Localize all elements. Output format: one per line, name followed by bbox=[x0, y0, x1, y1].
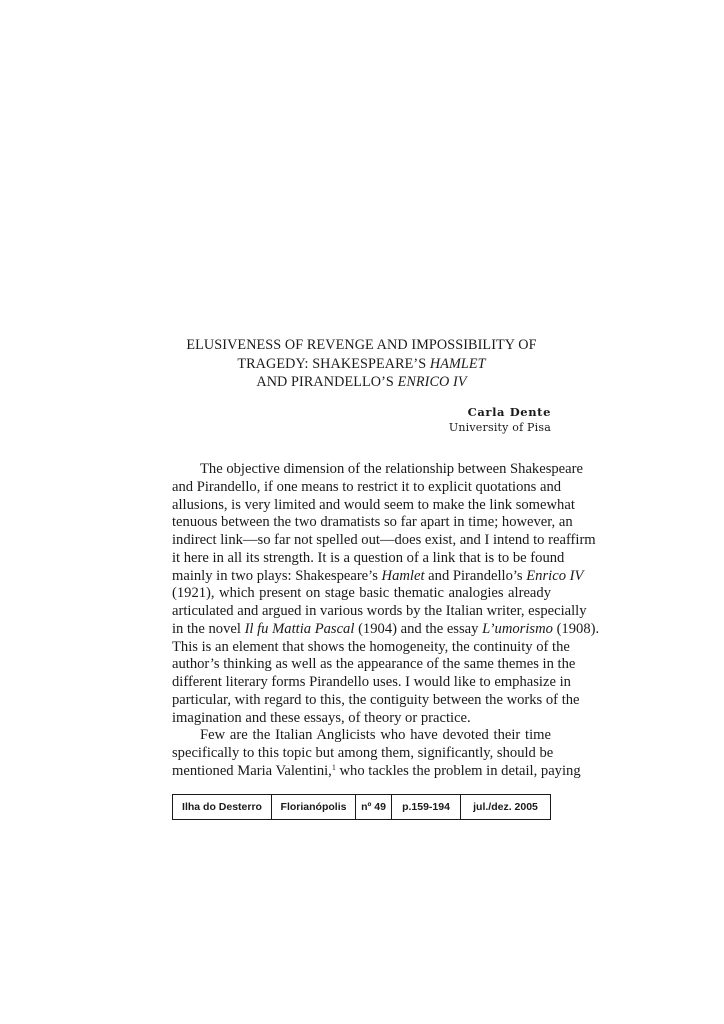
article-title bbox=[172, 336, 551, 392]
author-name: Carla Dente bbox=[467, 405, 551, 419]
text-line: articulated and argued in various words by the Italian writer, especially bbox=[172, 603, 587, 619]
text-line: author’s thinking as well as the appearance of the same themes in the bbox=[172, 656, 576, 673]
text-line: particular, with regard to this, the contiguity between the works of the bbox=[172, 691, 580, 708]
text-line: imagination and these essays, of theory or practice. bbox=[172, 709, 471, 726]
text-line: different literary forms Pirandello uses. I would like to emphasize in bbox=[172, 674, 571, 690]
text-line: and Pirandello, if one means to restrict it to explicit quotations and bbox=[172, 478, 562, 495]
footer-journal: Ilha do Desterro bbox=[173, 795, 272, 819]
footer-date: jul./dez. 2005 bbox=[473, 801, 538, 813]
footer-issue: nº 49 bbox=[356, 795, 392, 819]
citation-footer bbox=[172, 794, 551, 820]
text-line: This is an element that shows the homogeneity, the continuity of the bbox=[172, 638, 570, 655]
text-line: allusions, is very limited and would seem to make the link somewhat bbox=[172, 496, 575, 513]
text-line: (1921), which present on stage basic thematic analogies already bbox=[172, 585, 551, 602]
text-line: Few are the Italian Anglicists who have devoted their time bbox=[200, 727, 551, 744]
text-line: The objective dimension of the relationship between Shakespeare bbox=[200, 461, 583, 477]
text-line: indirect link—so far not spelled out—does exist, and I intend to reaffirm bbox=[172, 532, 596, 548]
text-line: mainly in two plays: Shakespeare’s Hamlet and Pirandello’s Enrico IV bbox=[172, 567, 584, 584]
text-line: in the novel Il fu Mattia Pascal (1904) and the essay L’umorismo (1908). bbox=[172, 620, 600, 637]
title-line: TRAGEDY: SHAKESPEARE’S HAMLET bbox=[237, 355, 486, 372]
footer-city: Florianópolis bbox=[272, 795, 356, 819]
title-line: AND PIRANDELLO’S ENRICO IV bbox=[256, 374, 467, 390]
body-text bbox=[172, 461, 600, 781]
text-line: specifically to this topic but among them, significantly, should be bbox=[172, 745, 554, 761]
footnote-marker: 1 bbox=[331, 762, 336, 772]
text-line: it here in all its strength. It is a question of a link that is to be found bbox=[172, 549, 565, 566]
title-line: ELUSIVENESS OF REVENGE AND IMPOSSIBILITY OF bbox=[186, 337, 537, 353]
author-affiliation: University of Pisa bbox=[448, 421, 551, 434]
text-line: tenuous between the two dramatists so far apart in time; however, an bbox=[172, 514, 573, 531]
footer-pages: p.159-194 bbox=[392, 795, 461, 819]
text-line: mentioned Maria Valentini,$^1$ who tackles the problem in detail, paying bbox=[172, 762, 581, 779]
